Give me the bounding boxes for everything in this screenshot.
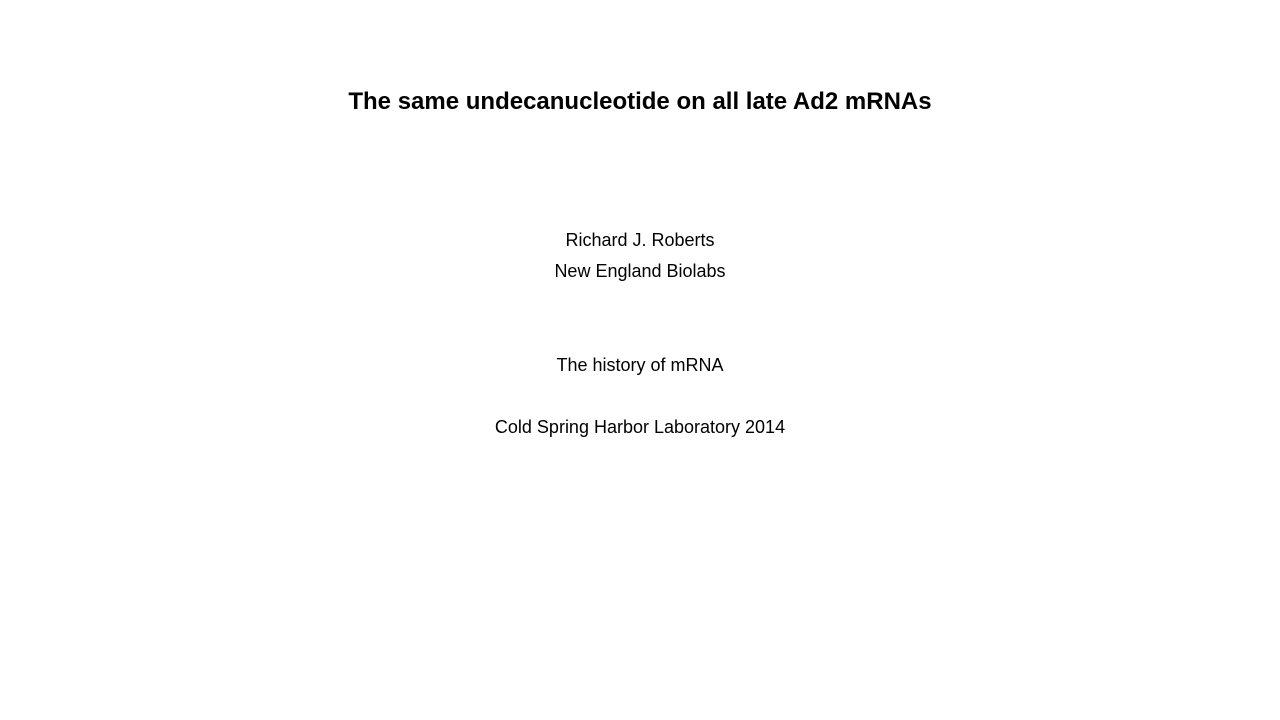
- author-affiliation: New England Biolabs: [554, 261, 726, 281]
- slide-title: The same undecanucleotide on all late Ad2 mRNAs: [348, 88, 932, 115]
- venue-and-year: Cold Spring Harbor Laboratory 2014: [494, 417, 786, 437]
- talk-subtitle: The history of mRNA: [556, 355, 724, 375]
- author-name: Richard J. Roberts: [565, 230, 715, 250]
